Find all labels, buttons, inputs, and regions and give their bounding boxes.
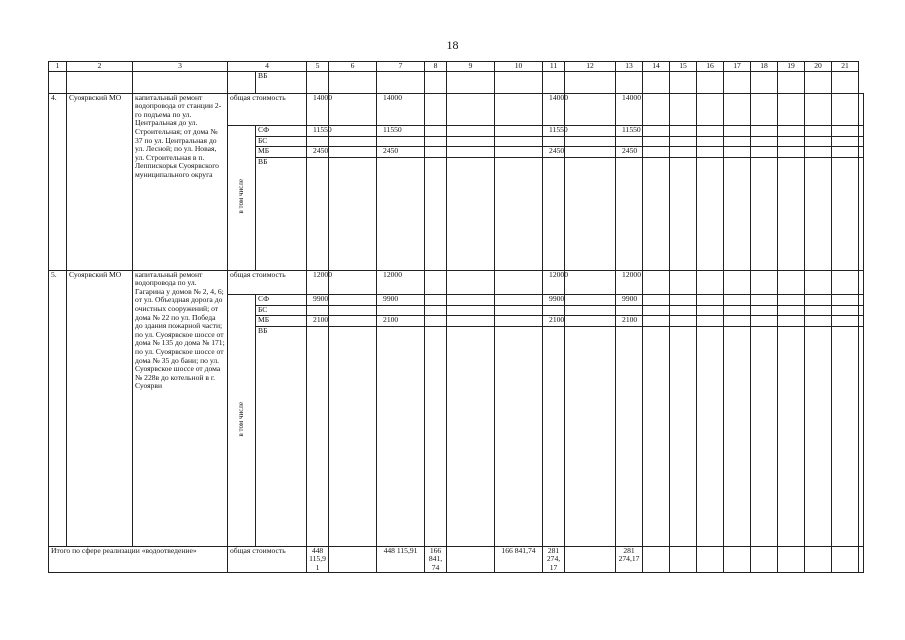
table-cell [565,315,616,326]
table-cell [697,71,724,93]
value-cell: 11550 [307,125,329,136]
table-cell [425,146,447,157]
value-cell: 14000 [543,93,565,125]
summary-value: 448 115,91 [307,546,329,573]
source-label: БС [256,136,307,146]
table-cell [697,136,724,146]
table-cell [724,315,751,326]
table-cell [495,125,543,136]
table-cell [805,294,832,305]
table-cell [724,305,751,315]
table-cell [643,146,670,157]
table-cell [832,294,859,305]
table-cell [778,270,805,294]
table-cell [805,71,832,93]
table-cell [697,326,724,546]
table-cell [329,294,377,305]
table-cell [832,270,859,294]
table-cell [329,93,377,125]
table-cell [805,305,832,315]
description-cell: капитальный ремонт водопровода по ул. Гагарина у домов № 2, 4, 6; от ул. Объездная дорога до очистных сооружений; от дома № 22 по ул. Победа до здания пожарной части; по ул. Суоярвское шоссе от дома № 135 до дома № 171; по ул. Суоярвское шоссе от дома № 35 до бани; по ул. Суоярвское шоссе от дома № 228в до котельной в г. Суоярви [133,270,228,546]
table-cell [751,136,778,146]
table-cell [447,294,495,305]
table-cell [670,146,697,157]
table-cell [859,125,864,136]
table-cell [425,93,447,125]
table-cell [832,136,859,146]
table-cell [425,270,447,294]
table-cell [495,146,543,157]
table-cell [228,71,256,93]
table-cell [697,270,724,294]
source-label: ВБ [256,326,307,546]
table-cell [670,326,697,546]
column-number: 19 [778,62,805,72]
column-number: 6 [329,62,377,72]
table-cell [670,305,697,315]
column-number: 10 [495,62,543,72]
source-label: СФ [256,294,307,305]
municipality-cell: Суоярвский МО [67,270,133,546]
description-cell: капитальный ремонт водопровода от станции 2-го подъема по ул. Центральная до ул. Строительная; от дома № 37 по ул. Центральная до ул. Лесной; по ул. Новая, ул. Строительная в п. Леппискорья Суоярвского муниципального округа [133,93,228,270]
table-cell [859,146,864,157]
table-cell [495,93,543,125]
page-number: 18 [446,38,459,52]
including-label: в том числе [237,401,246,437]
table-cell [778,305,805,315]
table-cell [670,125,697,136]
table-cell [670,270,697,294]
including-cell [228,294,256,546]
table-cell [832,125,859,136]
value-cell: 2450 [616,146,643,157]
table-cell [447,315,495,326]
source-label: БС [256,305,307,315]
summary-value: 448 115,91 [377,546,425,573]
table-cell [778,71,805,93]
table-cell [495,315,543,326]
table-cell [329,326,377,546]
value-cell [307,136,329,146]
table-cell [543,71,565,93]
table-cell [565,546,616,573]
table-cell [859,546,864,573]
table-cell [724,326,751,546]
table-cell [805,125,832,136]
table-cell [495,136,543,146]
value-cell [377,136,425,146]
value-cell [377,326,425,546]
value-cell: 2450 [377,146,425,157]
value-cell: 14000 [307,93,329,125]
table-cell [751,315,778,326]
table-cell [832,546,859,573]
value-cell: 14000 [616,93,643,125]
table-cell [67,71,133,93]
table-cell [425,294,447,305]
summary-label: Итого по сфере реализации «водоотведение» [49,546,228,573]
table-cell [670,71,697,93]
table-cell [832,157,859,270]
table-cell [565,270,616,294]
table-cell [751,270,778,294]
table-cell [697,546,724,573]
table-cell [670,93,697,125]
value-cell: 9900 [543,294,565,305]
table-cell [778,157,805,270]
table-cell [778,326,805,546]
table-cell [643,270,670,294]
value-cell [377,157,425,270]
value-cell: 2450 [307,146,329,157]
table-cell [425,305,447,315]
table-cell [643,157,670,270]
table-cell [447,546,495,573]
table-cell [697,125,724,136]
source-label: МБ [256,315,307,326]
table-cell [643,315,670,326]
table-cell [329,270,377,294]
table-cell [805,136,832,146]
table-cell [724,157,751,270]
table-cell [565,326,616,546]
table-cell [495,270,543,294]
including-label: в том числе [237,179,246,214]
table-cell [724,146,751,157]
table-cell [307,71,329,93]
table-cell [425,157,447,270]
table-cell [670,315,697,326]
column-number: 11 [543,62,565,72]
table-cell [329,71,377,93]
column-number: 12 [565,62,616,72]
table-cell [643,136,670,146]
table-cell [832,315,859,326]
value-cell: 11550 [377,125,425,136]
table-cell [329,157,377,270]
column-number: 18 [751,62,778,72]
table-cell [859,93,864,125]
table-cell [643,294,670,305]
table-row [49,71,864,93]
table-cell [724,270,751,294]
table-cell [751,305,778,315]
table-cell [724,546,751,573]
table-cell [670,157,697,270]
value-cell: 2100 [307,315,329,326]
column-number: 17 [724,62,751,72]
total-cost-label: общая стоимость [228,270,307,294]
table-cell [724,294,751,305]
table-cell [859,305,864,315]
column-number: 9 [447,62,495,72]
table-cell [565,125,616,136]
source-label: ВБ [256,157,307,270]
table-cell [778,294,805,305]
table-cell [565,294,616,305]
program-table [48,61,864,573]
value-cell [543,136,565,146]
value-cell: 12000 [307,270,329,294]
table-cell [832,305,859,315]
value-cell [616,305,643,315]
table-cell [565,136,616,146]
table-cell [643,326,670,546]
value-cell [543,305,565,315]
table-cell [697,315,724,326]
table-cell [447,136,495,146]
value-cell: 2100 [543,315,565,326]
table-cell [425,136,447,146]
table-cell [447,146,495,157]
table-cell [724,93,751,125]
table-cell [697,305,724,315]
table-cell [495,305,543,315]
table-cell [805,146,832,157]
value-cell: 2100 [616,315,643,326]
column-number: 15 [670,62,697,72]
table-cell [805,270,832,294]
table-cell [425,71,447,93]
table-cell [724,125,751,136]
table-cell [778,136,805,146]
table-cell [832,93,859,125]
table-cell [447,305,495,315]
table-cell [859,294,864,305]
table-cell [495,326,543,546]
table-cell [751,125,778,136]
value-cell [616,136,643,146]
column-number-row [49,62,864,72]
table-cell [859,157,864,270]
table-cell [643,125,670,136]
table-cell [751,157,778,270]
table-cell [329,305,377,315]
summary-value: 166 841,74 [425,546,447,573]
table-cell [805,326,832,546]
table-cell [751,294,778,305]
table-cell [670,294,697,305]
table-cell [697,93,724,125]
table-cell [859,326,864,546]
column-number: 5 [307,62,329,72]
table-cell [832,146,859,157]
value-cell: 12000 [377,270,425,294]
including-cell [228,125,256,270]
table-cell [670,136,697,146]
table-cell [778,546,805,573]
value-cell: 9900 [307,294,329,305]
table-cell [778,315,805,326]
column-number: 3 [133,62,228,72]
table-cell [425,315,447,326]
column-number: 14 [643,62,670,72]
value-cell: 12000 [616,270,643,294]
source-label: СФ [256,125,307,136]
table-cell [565,157,616,270]
value-cell: 12000 [543,270,565,294]
table-cell [805,93,832,125]
table-cell [724,71,751,93]
source-label: МБ [256,146,307,157]
table-cell [565,93,616,125]
table-cell [329,125,377,136]
table-cell [425,326,447,546]
column-number: 2 [67,62,133,72]
table-cell [805,546,832,573]
table-row [49,93,864,125]
table-cell [643,93,670,125]
table-cell [643,71,670,93]
table-row [49,270,864,294]
column-number: 13 [616,62,643,72]
total-cost-label: общая стоимость [228,93,307,125]
value-cell: 14000 [377,93,425,125]
total-cost-label: общая стоимость [228,546,307,573]
table-cell [329,146,377,157]
column-number: 20 [805,62,832,72]
value-cell [543,157,565,270]
table-cell [643,546,670,573]
table-cell [329,546,377,573]
summary-value: 166 841,74 [495,546,543,573]
table-cell [565,146,616,157]
table-cell [447,157,495,270]
table-cell [778,125,805,136]
table-cell [832,71,859,93]
value-cell [307,157,329,270]
table-cell [751,546,778,573]
municipality-cell: Суоярвский МО [67,93,133,270]
table-cell [643,305,670,315]
table-cell [565,71,616,93]
value-cell: 11550 [616,125,643,136]
table-cell [778,93,805,125]
table-cell [425,125,447,136]
table-cell [751,71,778,93]
table-cell [805,315,832,326]
table-cell [329,136,377,146]
table-cell [329,315,377,326]
table-cell [495,294,543,305]
column-number: 16 [697,62,724,72]
summary-value: 281 274,17 [543,546,565,573]
value-cell [616,326,643,546]
source-label: ВБ [256,71,307,93]
value-cell: 2450 [543,146,565,157]
table-cell [377,71,425,93]
table-cell [859,136,864,146]
value-cell [307,326,329,546]
value-cell: 9900 [616,294,643,305]
table-cell [447,125,495,136]
table-cell [495,71,543,93]
table-cell [133,71,228,93]
value-cell: 9900 [377,294,425,305]
table-cell [832,326,859,546]
table-cell [697,157,724,270]
table-cell [859,270,864,294]
value-cell [543,326,565,546]
value-cell: 2100 [377,315,425,326]
table-cell [751,93,778,125]
column-number: 4 [228,62,307,72]
table-cell [616,71,643,93]
table-cell [447,71,495,93]
value-cell [377,305,425,315]
table-cell [565,305,616,315]
row-number: 5. [49,270,67,546]
summary-row [49,546,864,573]
table-cell [697,294,724,305]
value-cell [616,157,643,270]
table-cell [447,270,495,294]
table-cell [805,157,832,270]
table-cell [447,326,495,546]
table-cell [49,71,67,93]
row-number: 4. [49,93,67,270]
table-cell [495,157,543,270]
summary-value: 281 274,17 [616,546,643,573]
table-cell [859,315,864,326]
value-cell: 11550 [543,125,565,136]
value-cell [307,305,329,315]
column-number: 7 [377,62,425,72]
column-number: 21 [832,62,859,72]
table-cell [697,146,724,157]
column-number: 1 [49,62,67,72]
table-cell [447,93,495,125]
table-cell [751,146,778,157]
column-number: 8 [425,62,447,72]
table-cell [724,136,751,146]
table-cell [670,546,697,573]
table-cell [778,146,805,157]
table-cell [751,326,778,546]
